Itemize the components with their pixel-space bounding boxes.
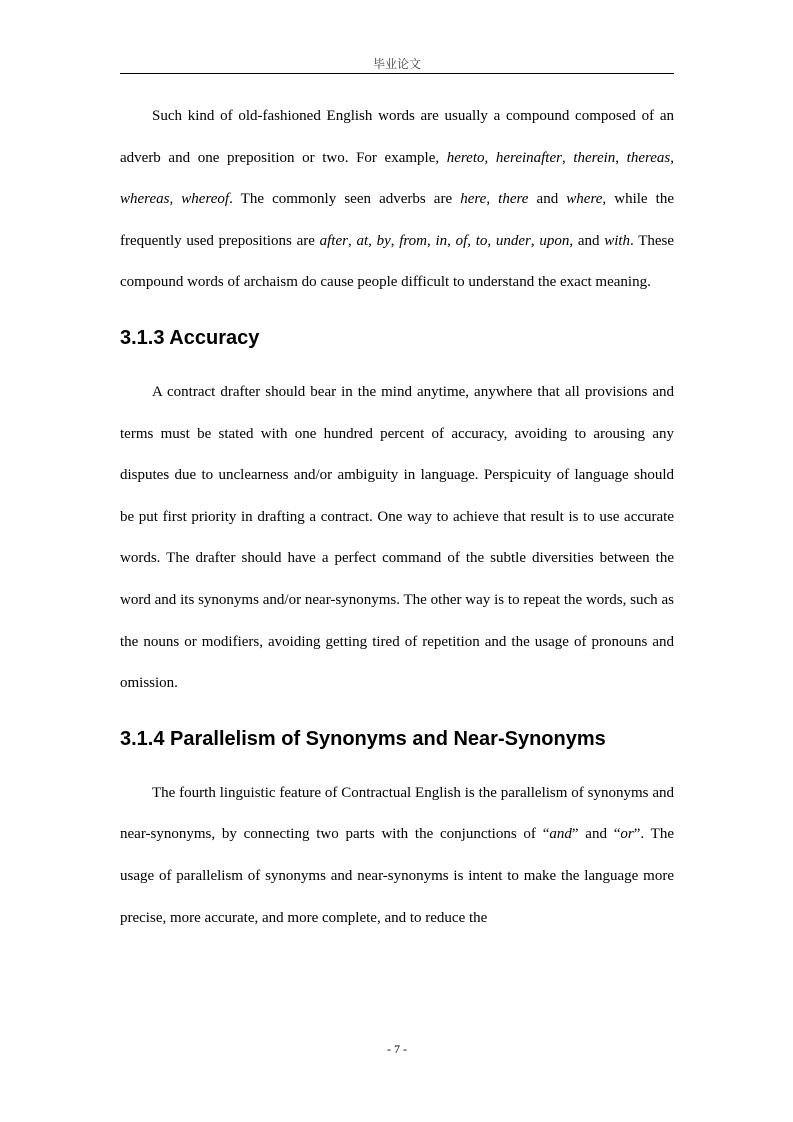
intro-paragraph: Such kind of old-fashioned English words are usually a compound composed of an adverb and one preposition or two. For example, hereto, hereinafter, therein, thereas, whereas, whereof. The commonly seen adverbs are here, there and where, while the frequently used prepositions are after, at, by, from, in, of, to, under, upon, and with. These compound words of archaism do cause people difficult to understand the exact meaning.: [120, 108, 675, 291]
page-number: - 7 -: [387, 1042, 407, 1056]
italic-term: after: [319, 232, 348, 249]
italic-term: from: [399, 232, 427, 249]
section-heading-accuracy: 3.1.3 Accuracy: [120, 326, 260, 349]
italic-term: with: [604, 232, 631, 249]
section-heading-parallelism: 3.1.4 Parallelism of Synonyms and Near-Synonyms: [120, 727, 606, 750]
italic-term: of,: [455, 232, 472, 249]
italic-term: in: [435, 232, 448, 249]
italic-term: therein: [573, 149, 616, 166]
italic-term: to: [475, 232, 488, 249]
italic-term: there: [498, 191, 529, 208]
italic-term: and: [549, 826, 572, 843]
italic-term: thereas: [626, 149, 671, 166]
italic-term: whereof: [181, 191, 230, 208]
italic-term: hereinafter: [495, 149, 562, 166]
accuracy-paragraph: A contract drafter should bear in the mind anytime, anywhere that all provisions and terms must be stated with one hundred percent of accuracy, avoiding to arousing any disputes due to unclearness and/or ambiguity in language. Perspicuity of language should be put first priority in drafting a contract. One way to achieve that result is to use accurate words. The drafter should have a perfect command of the subtle diversities between the word and its synonyms and/or near-synonyms. The other way is to repeat the words, such as the nouns or modifiers, avoiding getting tired of repetition and the usage of pronouns and omission.: [120, 383, 674, 692]
page-body: [120, 96, 674, 939]
italic-term: by: [376, 232, 391, 249]
italic-term: at: [356, 232, 369, 249]
parallelism-paragraph: The fourth linguistic feature of Contractual English is the parallelism of synonyms and near-synonyms, by connecting two parts with the conjunctions of “and” and “or”. The usage of parallelism of synonyms and near-synonyms is intent to make the language more precise, more accurate, and more complete, and to reduce the: [120, 784, 674, 926]
italic-term: or: [620, 826, 634, 843]
italic-term: upon: [539, 232, 570, 249]
italic-term: whereas: [120, 191, 170, 208]
italic-term: under: [495, 232, 531, 249]
italic-term: hereto: [446, 149, 485, 166]
italic-term: where: [566, 191, 603, 208]
italic-term: here: [460, 191, 487, 208]
running-header: 毕业论文: [372, 57, 421, 71]
header-rule: [120, 73, 674, 74]
